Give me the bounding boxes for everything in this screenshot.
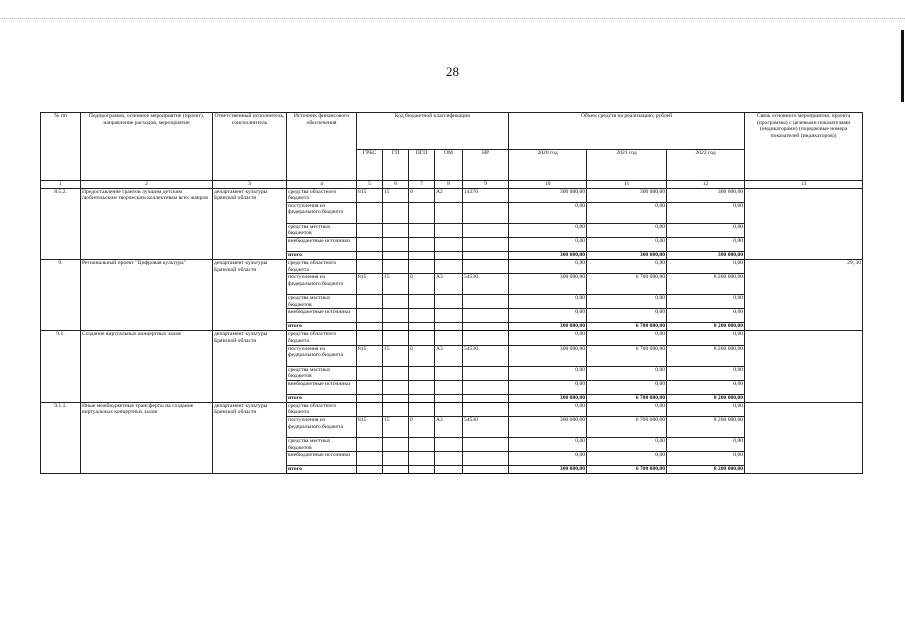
row-indicator-link	[745, 402, 863, 473]
cell-pgp	[409, 259, 435, 273]
subheader-grbs: ГРБС	[357, 150, 383, 181]
subheader-2022: 2022 год	[667, 150, 745, 181]
cell-gp	[383, 251, 409, 259]
cell-nr	[463, 402, 509, 416]
cell-v2021: 0,00	[587, 202, 667, 223]
row-source: внебюджетные источники	[287, 452, 357, 466]
cell-grbs	[357, 452, 383, 466]
row-source: средства местных бюджетов	[287, 295, 357, 309]
cell-nr	[463, 202, 509, 223]
cell-nr: 14370	[463, 188, 509, 202]
row-indicator-link	[745, 331, 863, 402]
scan-edge-line	[0, 18, 905, 20]
cell-om	[435, 323, 463, 331]
cell-gp	[383, 202, 409, 223]
header-program: Подпрограмма, основное мероприятие (проект), направление расходов, мероприятие	[81, 113, 213, 181]
cell-v2021: 6 700 000,00	[587, 416, 667, 437]
cell-grbs	[357, 331, 383, 345]
row-responsible: департамент культуры Брянской области	[213, 331, 287, 402]
row-indicator-link: 29, 30	[745, 259, 863, 330]
row-source: поступления из федерального бюджета	[287, 345, 357, 366]
cell-v2020: 300 000,00	[509, 188, 587, 202]
cell-om	[435, 366, 463, 380]
cell-v2022: 8 200 000,00	[667, 323, 745, 331]
cell-pgp	[409, 251, 435, 259]
cell-grbs	[357, 295, 383, 309]
cell-v2021: 6 700 000,00	[587, 394, 667, 402]
cell-pgp: 0	[409, 345, 435, 366]
cell-grbs	[357, 237, 383, 251]
cell-v2022: 0,00	[667, 237, 745, 251]
cell-pgp	[409, 466, 435, 474]
row-source: итого	[287, 394, 357, 402]
cell-om: А3	[435, 416, 463, 437]
row-source: внебюджетные источники	[287, 380, 357, 394]
cell-nr	[463, 380, 509, 394]
column-number: 8	[435, 181, 463, 189]
column-number: 4	[287, 181, 357, 189]
cell-pgp	[409, 437, 435, 451]
cell-gp: 15	[383, 345, 409, 366]
row-activity-name: Создание виртуальных концертных залов	[81, 331, 213, 402]
row-source: средства областного бюджета	[287, 331, 357, 345]
cell-v2021: 0,00	[587, 331, 667, 345]
subheader-om: ОМ	[435, 150, 463, 181]
column-number: 9	[463, 181, 509, 189]
cell-v2020: 0,00	[509, 380, 587, 394]
cell-pgp	[409, 394, 435, 402]
budget-table	[40, 112, 863, 474]
cell-v2020: 300 000,00	[509, 466, 587, 474]
table-row	[41, 402, 863, 416]
cell-v2021: 6 700 000,00	[587, 466, 667, 474]
cell-v2022: 8 200 000,00	[667, 416, 745, 437]
cell-pgp: 0	[409, 274, 435, 295]
cell-v2020: 0,00	[509, 452, 587, 466]
cell-v2021: 0,00	[587, 402, 667, 416]
cell-om	[435, 259, 463, 273]
cell-v2021: 300 000,00	[587, 188, 667, 202]
subheader-2021: 2021 год	[587, 150, 667, 181]
row-source: поступления из федерального бюджета	[287, 202, 357, 223]
cell-v2022: 0,00	[667, 309, 745, 323]
row-source: поступления из федерального бюджета	[287, 416, 357, 437]
cell-v2021: 0,00	[587, 366, 667, 380]
subheader-2020: 2020 год	[509, 150, 587, 181]
header-budget-code: Код бюджетной классификации	[357, 113, 509, 150]
column-number: 12	[667, 181, 745, 189]
cell-v2020: 0,00	[509, 309, 587, 323]
row-responsible: департамент культуры Брянской области	[213, 259, 287, 330]
cell-v2020: 0,00	[509, 437, 587, 451]
page-number: 28	[446, 64, 459, 79]
cell-gp	[383, 331, 409, 345]
table-row	[41, 259, 863, 273]
cell-nr	[463, 223, 509, 237]
row-source: внебюджетные источники	[287, 309, 357, 323]
cell-gp	[383, 437, 409, 451]
cell-v2020: 0,00	[509, 202, 587, 223]
cell-pgp	[409, 331, 435, 345]
cell-pgp	[409, 452, 435, 466]
cell-v2021: 6 700 000,00	[587, 323, 667, 331]
cell-om: А3	[435, 345, 463, 366]
cell-om	[435, 331, 463, 345]
cell-v2021: 6 700 000,00	[587, 274, 667, 295]
cell-om	[435, 452, 463, 466]
cell-om	[435, 237, 463, 251]
cell-v2020: 300 000,00	[509, 416, 587, 437]
cell-grbs	[357, 394, 383, 402]
row-source: средства областного бюджета	[287, 402, 357, 416]
cell-v2021: 0,00	[587, 452, 667, 466]
cell-gp	[383, 259, 409, 273]
cell-nr	[463, 437, 509, 451]
cell-gp	[383, 237, 409, 251]
cell-v2020: 0,00	[509, 223, 587, 237]
cell-pgp	[409, 323, 435, 331]
cell-om	[435, 466, 463, 474]
cell-v2020: 0,00	[509, 402, 587, 416]
header-volume: Объем средств на реализацию, рублей	[509, 113, 745, 150]
row-source: средства местных бюджетов	[287, 366, 357, 380]
cell-pgp	[409, 366, 435, 380]
cell-v2020: 300 000,00	[509, 394, 587, 402]
header-responsible: Ответственный исполнитель, соисполнитель	[213, 113, 287, 181]
cell-om	[435, 394, 463, 402]
cell-nr	[463, 394, 509, 402]
cell-gp	[383, 452, 409, 466]
cell-v2021: 0,00	[587, 437, 667, 451]
cell-v2020: 300 000,00	[509, 345, 587, 366]
cell-gp: 15	[383, 274, 409, 295]
cell-grbs: 815	[357, 416, 383, 437]
column-number: 10	[509, 181, 587, 189]
cell-pgp	[409, 295, 435, 309]
cell-gp	[383, 466, 409, 474]
column-number: 5	[357, 181, 383, 189]
cell-om	[435, 223, 463, 237]
cell-nr	[463, 323, 509, 331]
cell-grbs	[357, 437, 383, 451]
cell-gp: 15	[383, 188, 409, 202]
cell-pgp	[409, 309, 435, 323]
column-number: 3	[213, 181, 287, 189]
row-source: поступления из федерального бюджета	[287, 274, 357, 295]
cell-v2022: 8 200 000,00	[667, 466, 745, 474]
cell-pgp	[409, 223, 435, 237]
cell-v2022: 8 200 000,00	[667, 345, 745, 366]
column-number-row	[41, 181, 863, 189]
row-number: 9.	[41, 259, 81, 330]
row-number: 9.1.	[41, 331, 81, 402]
cell-gp	[383, 223, 409, 237]
budget-sheet	[40, 112, 862, 474]
cell-v2020: 300 000,00	[509, 274, 587, 295]
cell-v2020: 0,00	[509, 237, 587, 251]
column-number: 7	[409, 181, 435, 189]
cell-grbs: 815	[357, 274, 383, 295]
cell-nr	[463, 237, 509, 251]
cell-v2022: 0,00	[667, 295, 745, 309]
row-source: итого	[287, 323, 357, 331]
cell-v2020: 300 000,00	[509, 323, 587, 331]
cell-v2022: 300 000,00	[667, 251, 745, 259]
row-number: 8.5.2.	[41, 188, 81, 259]
cell-v2022: 0,00	[667, 366, 745, 380]
cell-gp	[383, 323, 409, 331]
cell-v2022: 0,00	[667, 452, 745, 466]
cell-v2021: 6 700 000,00	[587, 345, 667, 366]
cell-v2022: 0,00	[667, 331, 745, 345]
cell-om	[435, 437, 463, 451]
cell-v2021: 0,00	[587, 237, 667, 251]
cell-om	[435, 309, 463, 323]
cell-v2022: 300 000,00	[667, 188, 745, 202]
cell-om: А3	[435, 274, 463, 295]
cell-grbs	[357, 259, 383, 273]
cell-pgp	[409, 202, 435, 223]
table-header-row	[41, 113, 863, 150]
row-number: 9.1.1.	[41, 402, 81, 473]
cell-pgp: 0	[409, 416, 435, 437]
cell-v2021: 0,00	[587, 380, 667, 394]
column-number: 2	[81, 181, 213, 189]
cell-v2022: 0,00	[667, 380, 745, 394]
cell-pgp	[409, 237, 435, 251]
cell-grbs	[357, 202, 383, 223]
cell-v2020: 0,00	[509, 366, 587, 380]
cell-v2022: 8 200 000,00	[667, 274, 745, 295]
cell-grbs	[357, 223, 383, 237]
column-number: 11	[587, 181, 667, 189]
cell-om	[435, 202, 463, 223]
cell-v2022: 0,00	[667, 402, 745, 416]
cell-v2022: 0,00	[667, 259, 745, 273]
cell-v2022: 0,00	[667, 437, 745, 451]
cell-grbs	[357, 402, 383, 416]
row-source: средства местных бюджетов	[287, 437, 357, 451]
cell-gp	[383, 295, 409, 309]
cell-grbs	[357, 323, 383, 331]
table-body	[41, 188, 863, 474]
cell-gp	[383, 380, 409, 394]
row-activity-name: Региональный проект "Цифровая культура"	[81, 259, 213, 330]
cell-v2021: 0,00	[587, 295, 667, 309]
column-number: 6	[383, 181, 409, 189]
row-source: средства областного бюджета	[287, 259, 357, 273]
cell-v2020: 0,00	[509, 295, 587, 309]
cell-gp	[383, 402, 409, 416]
cell-gp	[383, 309, 409, 323]
cell-grbs	[357, 251, 383, 259]
row-source: итого	[287, 251, 357, 259]
cell-v2021: 0,00	[587, 259, 667, 273]
cell-pgp	[409, 380, 435, 394]
row-indicator-link	[745, 188, 863, 259]
cell-nr	[463, 466, 509, 474]
cell-grbs: 815	[357, 345, 383, 366]
cell-om	[435, 380, 463, 394]
row-source: средства местных бюджетов	[287, 223, 357, 237]
cell-nr	[463, 309, 509, 323]
column-number: 1	[41, 181, 81, 189]
cell-nr	[463, 295, 509, 309]
row-source: внебюджетные источники	[287, 237, 357, 251]
cell-v2020: 300 000,00	[509, 251, 587, 259]
cell-nr: 54530	[463, 345, 509, 366]
header-source: Источник финансового обеспечения	[287, 113, 357, 181]
cell-nr: 54530	[463, 416, 509, 437]
row-activity-name: Предоставление грантов лучшим детским любительским творческим коллективам всех жанров	[81, 188, 213, 259]
row-responsible: департамент культуры Брянской области	[213, 188, 287, 259]
cell-nr	[463, 452, 509, 466]
cell-nr	[463, 331, 509, 345]
cell-om	[435, 295, 463, 309]
header-no: № пп	[41, 113, 81, 181]
cell-v2021: 0,00	[587, 223, 667, 237]
cell-v2020: 0,00	[509, 331, 587, 345]
cell-om	[435, 251, 463, 259]
cell-nr: 54530	[463, 274, 509, 295]
subheader-gp: ГП	[383, 150, 409, 181]
row-source: итого	[287, 466, 357, 474]
cell-grbs	[357, 466, 383, 474]
cell-v2022: 0,00	[667, 223, 745, 237]
cell-nr	[463, 259, 509, 273]
subheader-nr: НР	[463, 150, 509, 181]
cell-grbs	[357, 380, 383, 394]
cell-v2022: 0,00	[667, 202, 745, 223]
cell-v2021: 300 000,00	[587, 251, 667, 259]
row-source: средства областного бюджета	[287, 188, 357, 202]
cell-gp: 15	[383, 416, 409, 437]
cell-gp	[383, 394, 409, 402]
cell-pgp: 0	[409, 188, 435, 202]
table-row	[41, 188, 863, 202]
cell-v2022: 8 200 000,00	[667, 394, 745, 402]
cell-gp	[383, 366, 409, 380]
table-row	[41, 331, 863, 345]
cell-grbs: 815	[357, 188, 383, 202]
cell-grbs	[357, 309, 383, 323]
cell-pgp	[409, 402, 435, 416]
cell-om: А2	[435, 188, 463, 202]
cell-v2021: 0,00	[587, 309, 667, 323]
cell-om	[435, 402, 463, 416]
column-number: 13	[745, 181, 863, 189]
subheader-pgp: ПГП	[409, 150, 435, 181]
cell-nr	[463, 366, 509, 380]
cell-grbs	[357, 366, 383, 380]
cell-v2020: 0,00	[509, 259, 587, 273]
row-responsible: департамент культуры Брянской области	[213, 402, 287, 473]
cell-nr	[463, 251, 509, 259]
row-activity-name: Иные межбюджетные трансферты на создание виртуальных концертных залов	[81, 402, 213, 473]
header-link: Связь основного мероприятия, проекта (программы) с целевыми показателями (индикаторами) (порядковые номера показателей (индикаторов))	[745, 113, 863, 181]
